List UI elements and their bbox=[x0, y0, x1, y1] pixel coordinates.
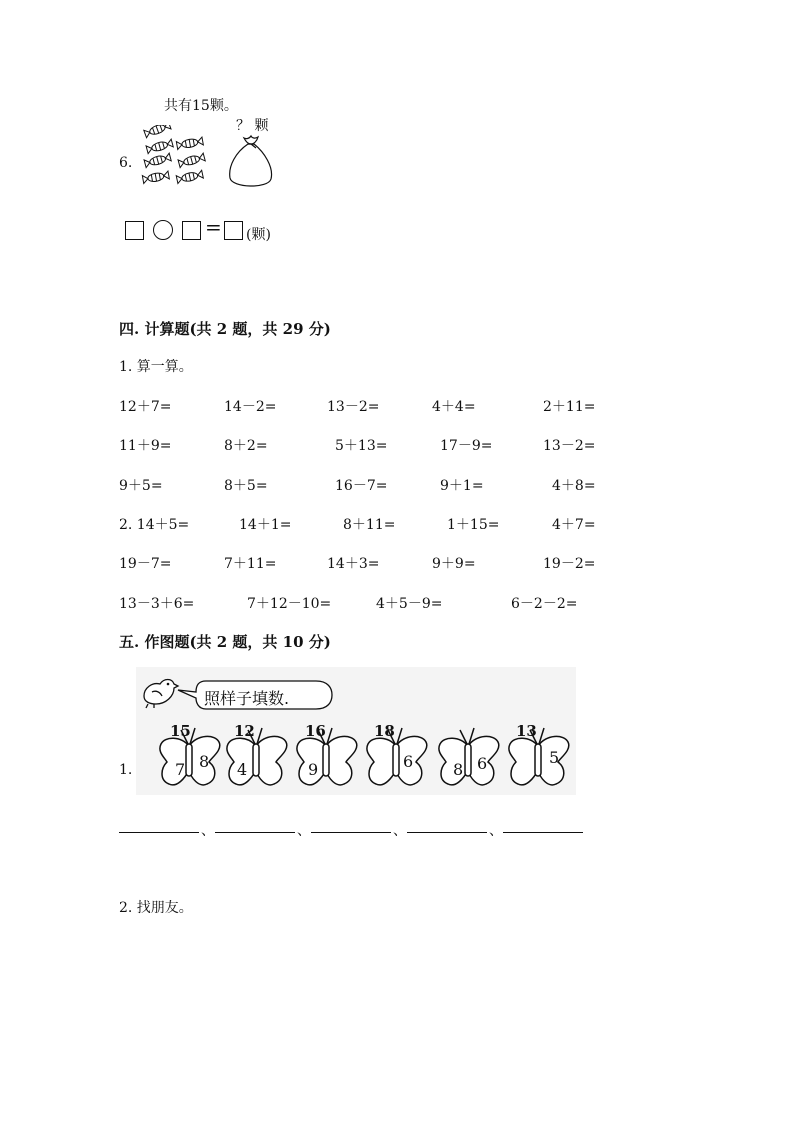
candies-illustration bbox=[138, 125, 213, 190]
calc-item: 8＋11= bbox=[343, 517, 396, 533]
speech-text: 照样子填数. bbox=[204, 689, 290, 708]
separator: 、 bbox=[201, 823, 215, 839]
section5-q2-label: 2. 找朋友。 bbox=[119, 900, 193, 916]
butterfly-right-number: 6 bbox=[403, 752, 414, 771]
separator: 、 bbox=[393, 823, 407, 839]
answer-blank-5[interactable] bbox=[503, 832, 583, 833]
calc-item: 14－2= bbox=[224, 399, 277, 415]
calc-item: 9＋1= bbox=[440, 478, 484, 494]
calc-item: 8＋5= bbox=[224, 478, 268, 494]
calc-item: 6－2－2= bbox=[511, 596, 578, 612]
calc-item: 14＋3= bbox=[327, 556, 380, 572]
butterfly-left-number: 9 bbox=[308, 760, 319, 779]
butterfly-icon bbox=[292, 722, 360, 792]
butterfly-right-number: 8 bbox=[199, 752, 210, 771]
calc-item: 13－2= bbox=[543, 438, 596, 454]
q6-question-label: ？ 颗 bbox=[236, 118, 269, 134]
calc-item: 4＋8= bbox=[552, 478, 596, 494]
butterfly-right-number: 5 bbox=[549, 748, 560, 767]
butterfly-icon bbox=[222, 722, 290, 792]
calc-item: 11＋9= bbox=[119, 438, 172, 454]
calc-item: 14＋1= bbox=[239, 517, 292, 533]
butterfly-icon bbox=[434, 722, 502, 792]
bird-icon bbox=[140, 674, 180, 710]
calc-item: 2＋11= bbox=[543, 399, 596, 415]
calc-item: 1＋15= bbox=[447, 517, 500, 533]
answer-blank-3[interactable] bbox=[311, 832, 391, 833]
answer-box-3[interactable] bbox=[224, 221, 243, 240]
section4-heading: 四. 计算题(共 2 题，共 29 分) bbox=[119, 320, 331, 338]
candy-bag-illustration bbox=[226, 132, 274, 190]
butterfly-top-number: 16 bbox=[305, 722, 326, 740]
calc-item: 5＋13= bbox=[335, 438, 388, 454]
calc-item: 19－2= bbox=[543, 556, 596, 572]
q6-total-label: 共有15颗。 bbox=[164, 98, 238, 114]
calc-item: 17－9= bbox=[440, 438, 493, 454]
answer-blank-1[interactable] bbox=[119, 832, 199, 833]
calc-item: 7＋11= bbox=[224, 556, 277, 572]
separator: 、 bbox=[297, 823, 311, 839]
butterfly-left-number: 7 bbox=[175, 760, 186, 779]
butterfly-top-number: 12 bbox=[234, 722, 255, 740]
butterfly-icon bbox=[362, 722, 430, 792]
butterfly-top-number: 13 bbox=[516, 722, 537, 740]
butterfly-left-number: 4 bbox=[237, 760, 248, 779]
calc-item: 7＋12－10= bbox=[247, 596, 332, 612]
calc-item: 4＋5－9= bbox=[376, 596, 443, 612]
calc-item: 12＋7= bbox=[119, 399, 172, 415]
calc-item: 2. 14＋5= bbox=[119, 517, 190, 533]
section5-heading: 五. 作图题(共 2 题，共 10 分) bbox=[119, 633, 331, 651]
butterfly-top-number: 18 bbox=[374, 722, 395, 740]
calc-item: 19－7= bbox=[119, 556, 172, 572]
section4-q1-label: 1. 算一算。 bbox=[119, 359, 193, 375]
operator-circle[interactable] bbox=[153, 220, 173, 240]
q6-number: 6. bbox=[119, 155, 133, 171]
calc-item: 4＋4= bbox=[432, 399, 476, 415]
answer-blank-4[interactable] bbox=[407, 832, 487, 833]
calc-item: 13－2= bbox=[327, 399, 380, 415]
answer-box-1[interactable] bbox=[125, 221, 144, 240]
butterfly-top-number: 15 bbox=[170, 722, 191, 740]
butterfly-left-number: 8 bbox=[453, 760, 464, 779]
butterfly-icon bbox=[504, 722, 572, 792]
answer-box-2[interactable] bbox=[182, 221, 201, 240]
butterfly-right-number: 6 bbox=[477, 754, 488, 773]
calc-item: 9＋9= bbox=[432, 556, 476, 572]
separator: 、 bbox=[489, 823, 503, 839]
equation-unit: (颗) bbox=[246, 227, 271, 243]
calc-item: 4＋7= bbox=[552, 517, 596, 533]
calc-item: 8＋2= bbox=[224, 438, 268, 454]
section5-q1-number: 1. bbox=[119, 762, 133, 778]
calc-item: 9＋5= bbox=[119, 478, 163, 494]
answer-blank-2[interactable] bbox=[215, 832, 295, 833]
equals-sign: = bbox=[205, 215, 222, 239]
calc-item: 16－7= bbox=[335, 478, 388, 494]
calc-item: 13－3＋6= bbox=[119, 596, 195, 612]
